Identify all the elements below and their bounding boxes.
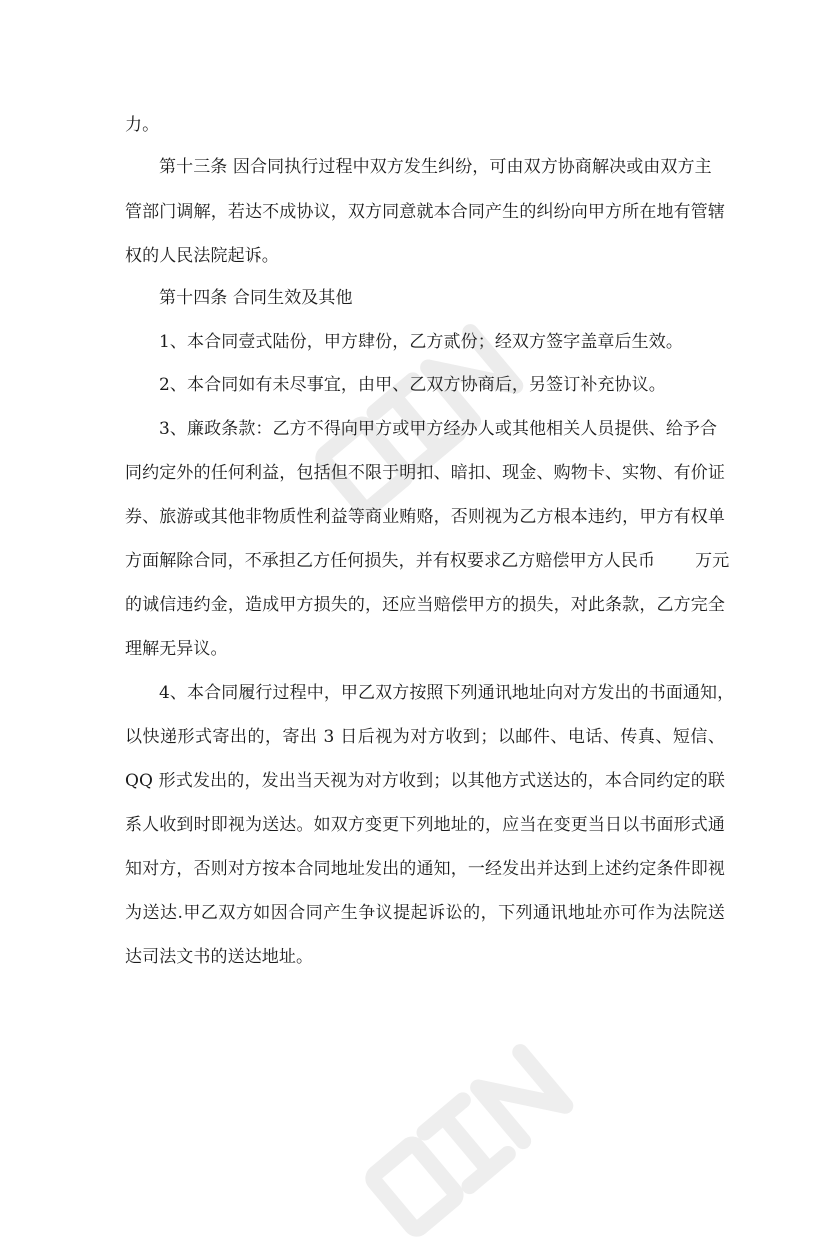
text-line: 为送达.甲乙双方如因合同产生争议提起诉讼的，下列通讯地址亦可作为法院送 bbox=[125, 903, 725, 923]
text-line: 系人收到时即视为送达。如双方变更下列地址的，应当在变更当日以书面形式通 bbox=[125, 815, 725, 835]
clause-1: 1、本合同壹式陆份，甲方肆份，乙方贰份；经双方签字盖章后生效。 bbox=[159, 332, 683, 352]
text-line: QQ 形式发出的，发出当天视为对方收到；以其他方式送达的，本合同约定的联 bbox=[125, 771, 725, 791]
clause-4: 4、本合同履行过程中，甲乙双方按照下列通讯地址向对方发出的书面通知， bbox=[159, 683, 735, 703]
text-line: 以快递形式寄出的，寄出 3 日后视为对方收到；以邮件、电话、传真、短信、 bbox=[125, 727, 725, 747]
text-line: 知对方，否则对方按本合同地址发出的通知，一经发出并达到上述约定条件即视 bbox=[125, 859, 725, 879]
text-line: 券、旅游或其他非物质性利益等商业贿赂，否则视为乙方根本违约，甲方有权单 bbox=[125, 507, 725, 527]
amount-unit: 万元 bbox=[695, 551, 730, 571]
article-14-heading: 第十四条 合同生效及其他 bbox=[159, 288, 353, 308]
text-line: 权的人民法院起诉。 bbox=[125, 246, 279, 266]
text-line: 的诚信违约金，造成甲方损失的，还应当赔偿甲方的损失，对此条款，乙方完全 bbox=[125, 595, 725, 615]
clause-2: 2、本合同如有未尽事宜，由甲、乙双方协商后，另签订补充协议。 bbox=[159, 375, 666, 395]
text-line: 同约定外的任何利益，包括但不限于明扣、暗扣、现金、购物卡、实物、有价证 bbox=[125, 463, 725, 483]
text-line: 力。 bbox=[125, 115, 160, 135]
watermark-bottom bbox=[340, 1040, 600, 1240]
text-line: 管部门调解，若达不成协议，双方同意就本合同产生的纠纷向甲方所在地有管辖 bbox=[125, 202, 725, 222]
text-line-amount bbox=[125, 551, 730, 571]
article-13-heading-line: 第十三条 因合同执行过程中双方发生纠纷，可由双方协商解决或由双方主 bbox=[159, 157, 712, 177]
text-line: 达司法文书的送达地址。 bbox=[125, 947, 314, 967]
text-line: 理解无异议。 bbox=[125, 639, 228, 659]
amount-sentence: 方面解除合同，不承担乙方任何损失，并有权要求乙方赔偿甲方人民币 bbox=[125, 551, 656, 571]
clause-3: 3、廉政条款：乙方不得向甲方或甲方经办人或其他相关人员提供、给予合 bbox=[159, 419, 718, 439]
